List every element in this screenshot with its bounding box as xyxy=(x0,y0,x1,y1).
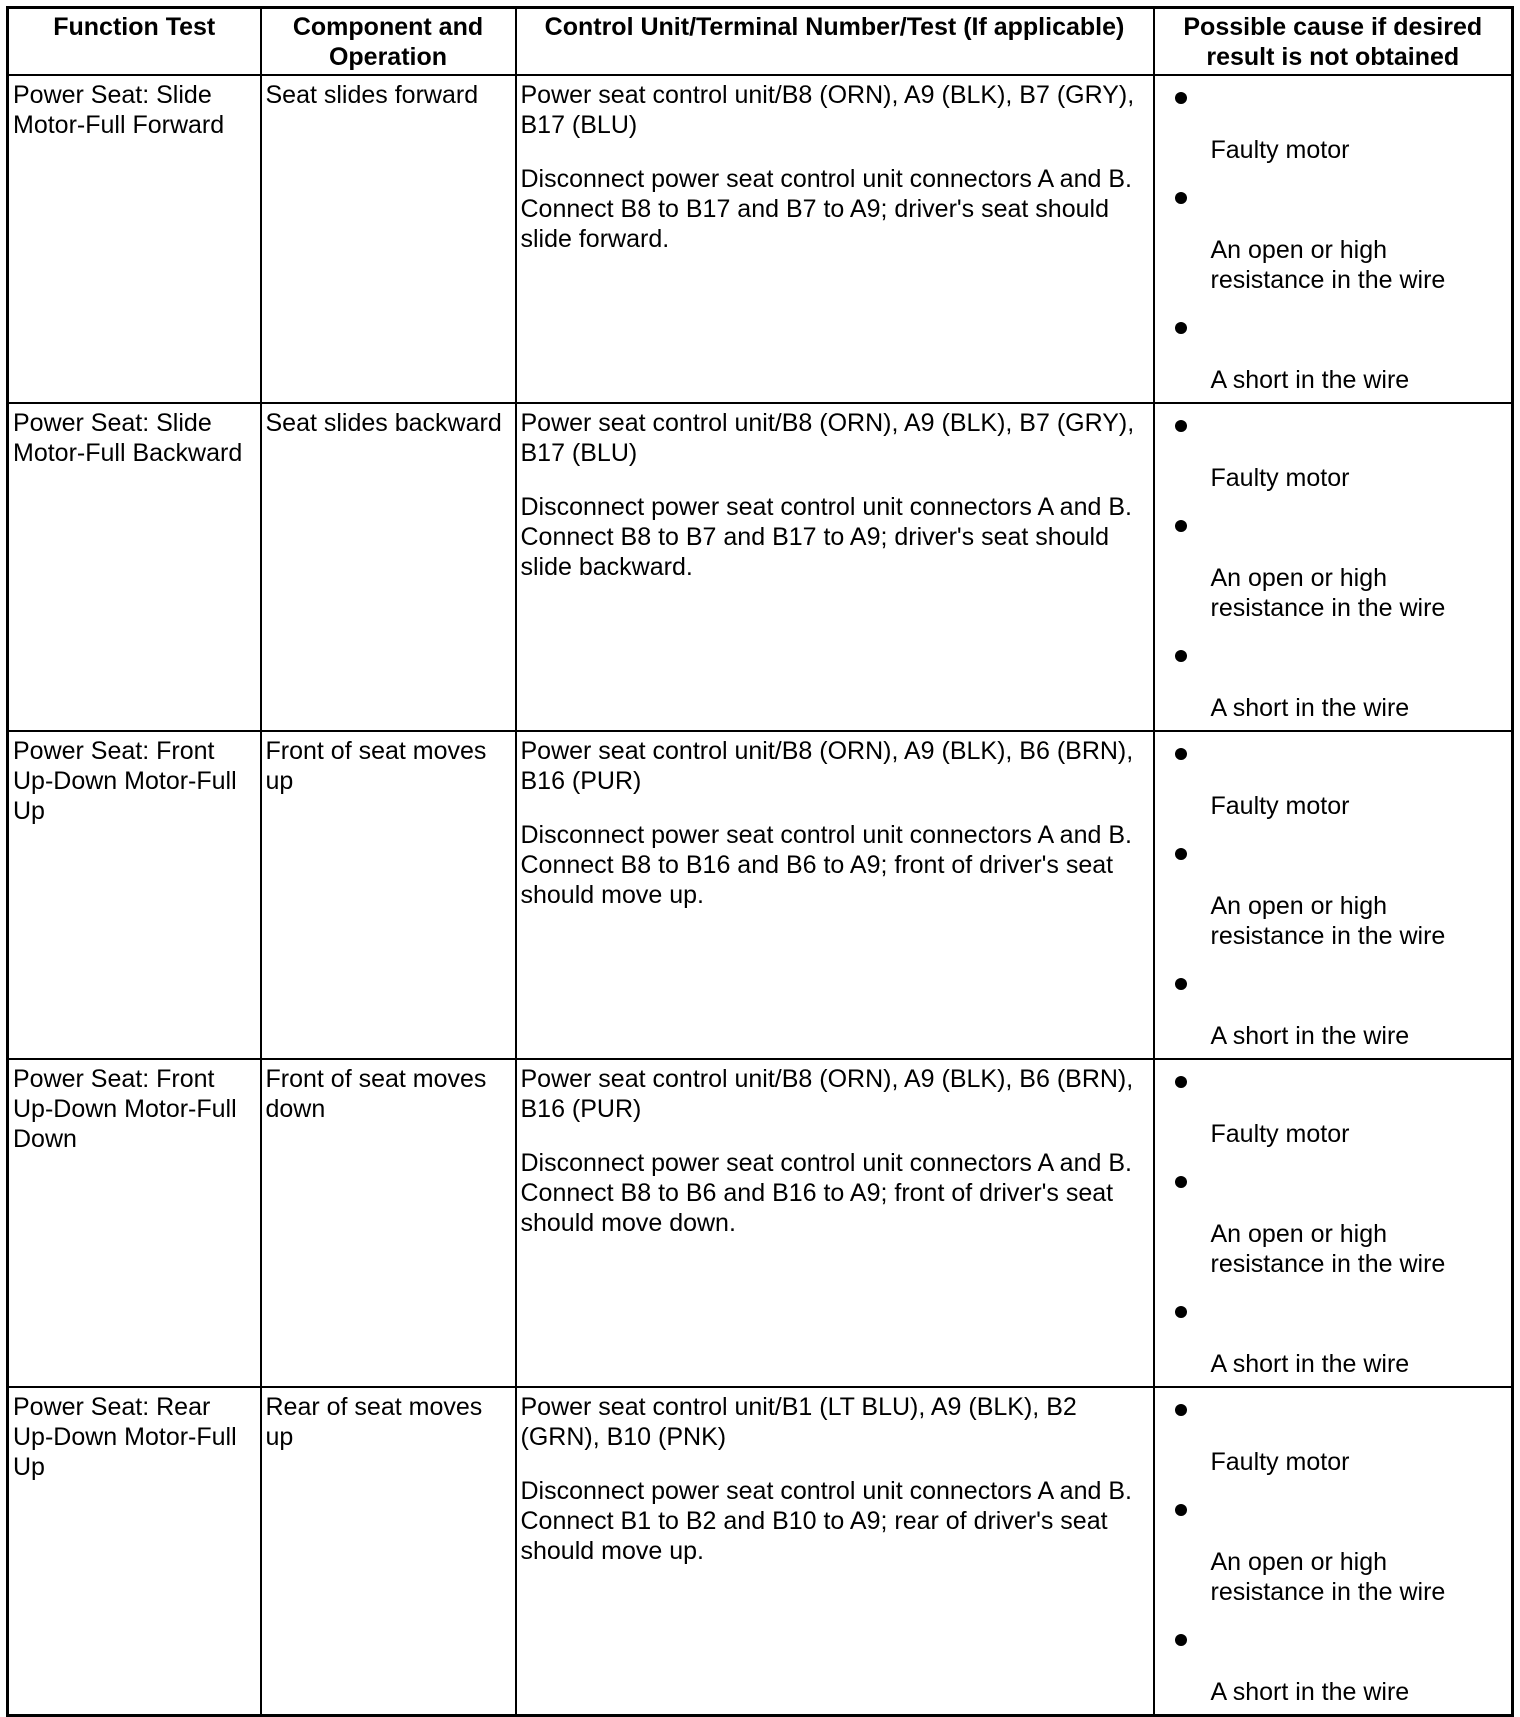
header-row xyxy=(8,8,1513,76)
test-procedure-text: Disconnect power seat control unit connectors A and B. Connect B8 to B7 and B17 to A9; driver's seat should slide backward. xyxy=(520,493,1132,581)
cause-item xyxy=(1171,508,1508,623)
cause-text: An open or high resistance in the wire xyxy=(1210,1548,1446,1606)
cause-text: A short in the wire xyxy=(1210,694,1410,722)
table-row xyxy=(8,403,1513,731)
bullet-icon xyxy=(1175,650,1187,662)
bullet-icon xyxy=(1175,1176,1187,1188)
component-cell: Seat slides backward xyxy=(261,403,516,731)
bullet-icon xyxy=(1175,748,1187,760)
cause-item xyxy=(1171,1392,1508,1477)
test-procedure-text: Disconnect power seat control unit connectors A and B. Connect B1 to B2 and B10 to A9; rear of driver's seat should move up. xyxy=(520,1477,1132,1565)
control-unit-text: Power seat control unit/B8 (ORN), A9 (BLK), B6 (BRN), B16 (PUR) xyxy=(520,1065,1134,1123)
cause-text: Faulty motor xyxy=(1210,1120,1350,1148)
cause-item xyxy=(1171,638,1508,723)
cause-item xyxy=(1171,836,1508,951)
component-cell: Front of seat moves up xyxy=(261,731,516,1059)
header-possible-cause: Possible cause if desired result is not obtained xyxy=(1154,8,1513,76)
cause-item xyxy=(1171,408,1508,493)
cause-item xyxy=(1171,80,1508,165)
possible-cause-cell xyxy=(1154,75,1513,403)
possible-cause-cell xyxy=(1154,731,1513,1059)
cause-text: An open or high resistance in the wire xyxy=(1210,1220,1446,1278)
cause-item xyxy=(1171,180,1508,295)
cause-text: Faulty motor xyxy=(1210,136,1350,164)
function-test-cell: Power Seat: Front Up-Down Motor-Full Down xyxy=(8,1059,261,1387)
possible-cause-cell xyxy=(1154,403,1513,731)
cause-item xyxy=(1171,1164,1508,1279)
function-test-cell: Power Seat: Slide Motor-Full Forward xyxy=(8,75,261,403)
possible-cause-cell xyxy=(1154,1387,1513,1716)
component-cell: Rear of seat moves up xyxy=(261,1387,516,1716)
cause-text: An open or high resistance in the wire xyxy=(1210,892,1446,950)
cause-item xyxy=(1171,966,1508,1051)
bullet-icon xyxy=(1175,420,1187,432)
control-unit-cell xyxy=(516,731,1154,1059)
component-cell: Seat slides forward xyxy=(261,75,516,403)
control-unit-cell xyxy=(516,403,1154,731)
cause-item xyxy=(1171,736,1508,821)
cause-text: A short in the wire xyxy=(1210,1678,1410,1706)
bullet-icon xyxy=(1175,1404,1187,1416)
cause-list xyxy=(1159,1064,1508,1379)
bullet-icon xyxy=(1175,520,1187,532)
test-procedure-text: Disconnect power seat control unit connectors A and B. Connect B8 to B17 and B7 to A9; driver's seat should slide forward. xyxy=(520,165,1132,253)
cause-text: Faulty motor xyxy=(1210,464,1350,492)
function-test-table xyxy=(6,6,1514,1717)
cause-text: A short in the wire xyxy=(1210,366,1410,394)
header-control-unit: Control Unit/Terminal Number/Test (If applicable) xyxy=(516,8,1154,76)
cause-item xyxy=(1171,1492,1508,1607)
test-procedure-text: Disconnect power seat control unit connectors A and B. Connect B8 to B6 and B16 to A9; front of driver's seat should move down. xyxy=(520,1149,1132,1237)
bullet-icon xyxy=(1175,322,1187,334)
cause-item xyxy=(1171,1622,1508,1707)
table-row xyxy=(8,75,1513,403)
control-unit-text: Power seat control unit/B8 (ORN), A9 (BLK), B7 (GRY), B17 (BLU) xyxy=(520,409,1135,467)
test-procedure-text: Disconnect power seat control unit connectors A and B. Connect B8 to B16 and B6 to A9; front of driver's seat should move up. xyxy=(520,821,1132,909)
bullet-icon xyxy=(1175,1504,1187,1516)
bullet-icon xyxy=(1175,1306,1187,1318)
component-cell: Front of seat moves down xyxy=(261,1059,516,1387)
control-unit-text: Power seat control unit/B8 (ORN), A9 (BLK), B6 (BRN), B16 (PUR) xyxy=(520,737,1134,795)
cause-text: Faulty motor xyxy=(1210,792,1350,820)
cause-list xyxy=(1159,736,1508,1051)
table-row xyxy=(8,1387,1513,1716)
control-unit-cell xyxy=(516,1387,1154,1716)
header-function-test: Function Test xyxy=(8,8,261,76)
cause-text: A short in the wire xyxy=(1210,1350,1410,1378)
bullet-icon xyxy=(1175,92,1187,104)
function-test-cell: Power Seat: Rear Up-Down Motor-Full Up xyxy=(8,1387,261,1716)
bullet-icon xyxy=(1175,192,1187,204)
bullet-icon xyxy=(1175,978,1187,990)
table-row xyxy=(8,1059,1513,1387)
control-unit-text: Power seat control unit/B1 (LT BLU), A9 (BLK), B2 (GRN), B10 (PNK) xyxy=(520,1393,1077,1451)
control-unit-cell xyxy=(516,75,1154,403)
cause-item xyxy=(1171,1294,1508,1379)
bullet-icon xyxy=(1175,1634,1187,1646)
cause-item xyxy=(1171,1064,1508,1149)
bullet-icon xyxy=(1175,848,1187,860)
cause-list xyxy=(1159,1392,1508,1707)
control-unit-text: Power seat control unit/B8 (ORN), A9 (BLK), B7 (GRY), B17 (BLU) xyxy=(520,81,1135,139)
table-header xyxy=(8,8,1513,76)
cause-list xyxy=(1159,80,1508,395)
bullet-icon xyxy=(1175,1076,1187,1088)
cause-text: An open or high resistance in the wire xyxy=(1210,564,1446,622)
cause-item xyxy=(1171,310,1508,395)
control-unit-cell xyxy=(516,1059,1154,1387)
function-test-cell: Power Seat: Slide Motor-Full Backward xyxy=(8,403,261,731)
cause-text: An open or high resistance in the wire xyxy=(1210,236,1446,294)
table-row xyxy=(8,731,1513,1059)
cause-text: A short in the wire xyxy=(1210,1022,1410,1050)
cause-text: Faulty motor xyxy=(1210,1448,1350,1476)
header-component-operation: Component and Operation xyxy=(261,8,516,76)
possible-cause-cell xyxy=(1154,1059,1513,1387)
cause-list xyxy=(1159,408,1508,723)
function-test-cell: Power Seat: Front Up-Down Motor-Full Up xyxy=(8,731,261,1059)
